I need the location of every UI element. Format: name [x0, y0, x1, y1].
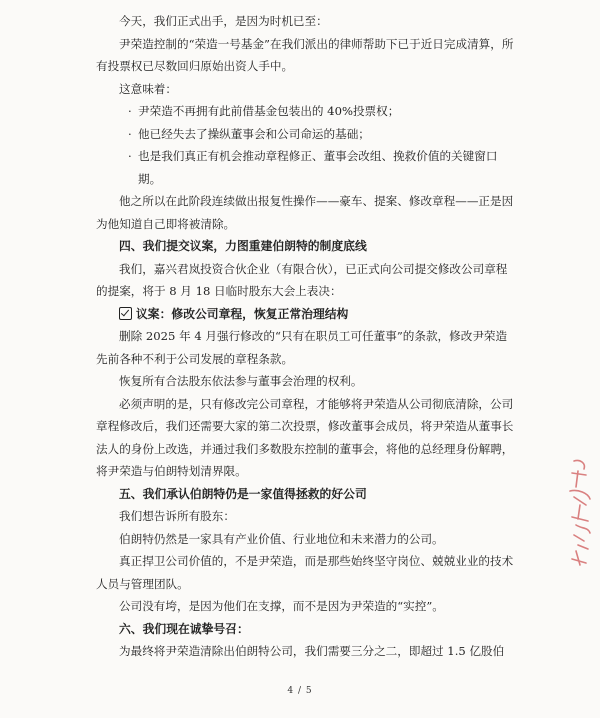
paragraph: 恢复所有合法股东依法参与董事会治理的权利。: [119, 374, 363, 388]
paragraph: 我们，嘉兴君岚投资合伙企业（有限合伙），已正式向公司提交修改公司章程的提案，将于 8 月 18 日临时股东大会上表决：: [96, 261, 508, 298]
section-heading: 五、我们承认伯朗特仍是一家值得拯救的好公司: [119, 486, 367, 501]
bullet-text: 他已经失去了操纵董事会和公司命运的基础；: [138, 126, 370, 141]
bullet-text: 也是我们真正有机会推动章程修正、董事会改组、挽救价值的关键窗口期。: [138, 149, 498, 186]
bullet-icon: ·: [128, 149, 132, 163]
paragraph: 我们想告诉所有股东：: [119, 509, 235, 523]
bullet-item: [118, 100, 516, 123]
paragraph: 删除 2025 年 4 月强行修改的“只有在职员工可任董事”的条款，修改尹荣造先前各种不利于公司发展的章程条款。: [96, 329, 508, 366]
paragraph: 公司没有垮，是因为他们在支撑，而不是因为尹荣造的“实控”。: [119, 599, 444, 613]
seal-stamp-icon: [566, 455, 596, 575]
bullet-item: [118, 145, 516, 190]
paragraph: 为最终将尹荣造清除出伯朗特公司，我们需要三分之二，即超过 1.5 亿股伯: [119, 644, 505, 658]
paragraph: 他之所以在此阶段连续做出报复性操作——豪车、提案、修改章程——正是因为他知道自己即将被清除。: [96, 194, 514, 231]
checkbox-icon: [119, 307, 132, 320]
bullet-icon: ·: [128, 126, 132, 141]
bullet-text: 尹荣造不再拥有此前借基金包装出的 40%投票权；: [138, 104, 400, 118]
paragraph: 伯朗特仍然是一家具有产业价值、行业地位和未来潜力的公司。: [119, 531, 444, 546]
section-heading: 六、我们现在诚挚号召：: [119, 621, 249, 636]
bullet-item: [118, 123, 516, 146]
page-number: 4 / 5: [287, 686, 313, 696]
motion-text: 议案：修改公司章程，恢复正常治理结构: [136, 306, 349, 321]
paragraph: 尹荣造控制的“荣造一号基金”在我们派出的律师帮助下已于近日完成清算，所有投票权已尽数回归原始出资人手中。: [96, 36, 514, 73]
paragraph: 必须声明的是，只有修改完公司章程，才能够将尹荣造从公司彻底清除，公司章程修改后，我们还需要大家的第二次投票，修改董事会成员，将尹荣造从董事长法人的身份上改选，并通过我们多数股东控制的董事会，将他的总经理身份解聘，将尹荣造与伯朗特划清界限。: [96, 396, 514, 478]
paragraph: 今天，我们正式出手，是因为时机已至：: [119, 14, 328, 28]
paragraph: 真正捍卫公司价值的，不是尹荣造，而是那些始终坚守岗位、兢兢业业的技术人员与管理团队。: [96, 554, 514, 591]
bullet-icon: ·: [128, 104, 132, 118]
paragraph: 这意味着：: [119, 81, 177, 96]
section-heading: 四、我们提交议案，力图重建伯朗特的制度底线: [119, 239, 367, 253]
document-body: [96, 10, 516, 663]
motion-line: [96, 303, 516, 326]
